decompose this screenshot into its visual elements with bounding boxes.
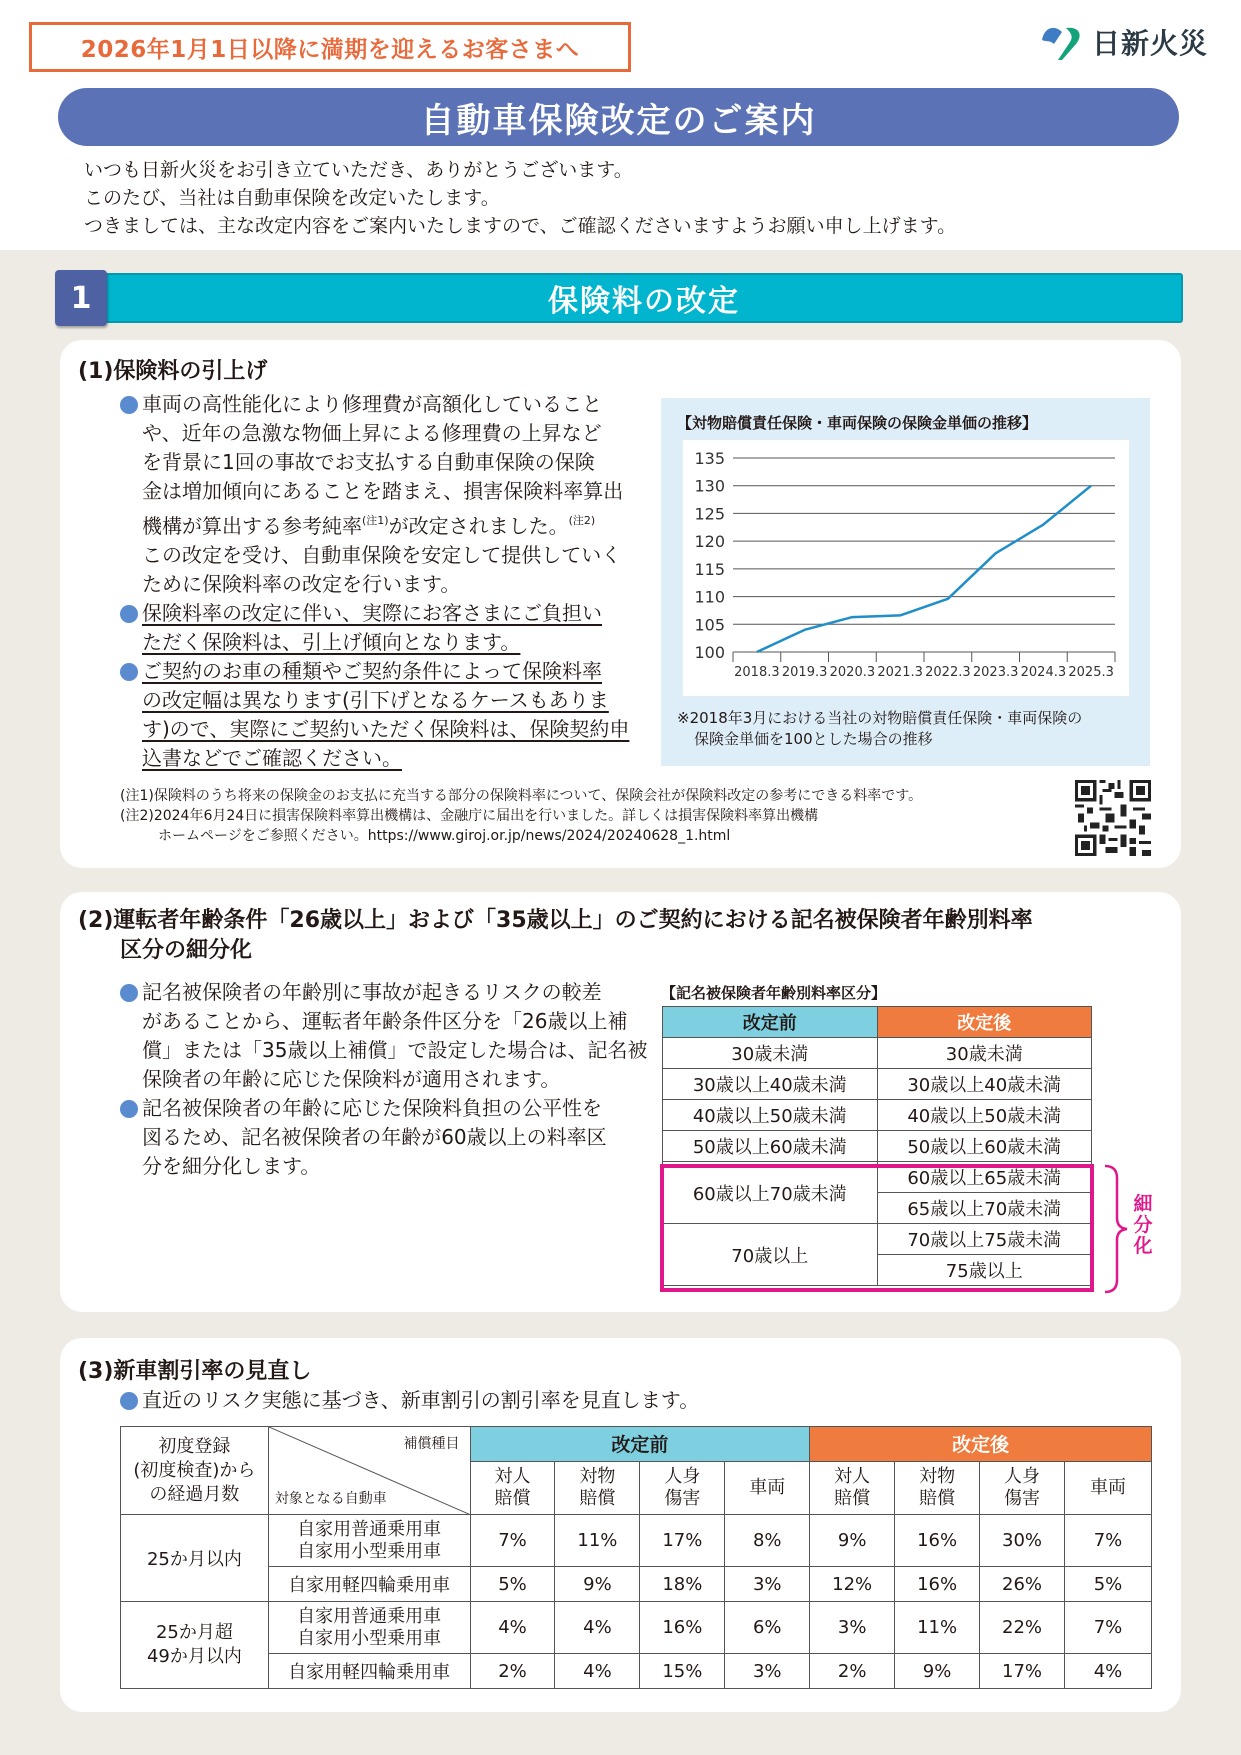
- bullet-dot-icon: [120, 605, 138, 623]
- table-row: [663, 1069, 1092, 1100]
- cell: 9%: [555, 1567, 640, 1602]
- text-line: 込書などでご確認ください。: [142, 746, 402, 770]
- text-line: [142, 506, 660, 541]
- cell: 26%: [980, 1567, 1065, 1602]
- cell: 30歳未満: [663, 1038, 878, 1069]
- text-line: ご契約のお車の種類やご契約条件によって保険料率: [142, 659, 602, 683]
- text-line: 記名被保険者の年齢別に事故が起きるリスクの較差: [142, 980, 602, 1004]
- cell: 40歳以上50歳未満: [877, 1100, 1092, 1131]
- cell: 16%: [895, 1567, 980, 1602]
- premium-increase-card: [60, 340, 1181, 868]
- section-title: 保険料の改定: [105, 273, 1183, 323]
- text-line: ために保険料率の改定を行います。: [142, 572, 461, 596]
- cell: 40歳以上50歳未満: [663, 1100, 878, 1131]
- text-span: が改定されました。: [388, 514, 569, 538]
- section-header: [55, 270, 1183, 326]
- table-row: [121, 1602, 1152, 1654]
- table-row: [663, 1131, 1092, 1162]
- cell: 4%: [1064, 1654, 1151, 1689]
- svg-text:2021.3: 2021.3: [877, 665, 923, 680]
- cell: 75歳以上: [877, 1255, 1092, 1286]
- note-ref: (注2): [568, 514, 596, 527]
- cell: 60歳以上65歳未満: [877, 1162, 1092, 1193]
- line-chart: [683, 440, 1129, 696]
- cell: 17%: [980, 1654, 1065, 1689]
- text-span: 機構が算出する参考純率: [142, 514, 362, 538]
- text-line: 初度登録: [158, 1435, 231, 1457]
- table-row: [663, 1100, 1092, 1131]
- cell: 70歳以上75歳未満: [877, 1224, 1092, 1255]
- section-number: 1: [55, 270, 107, 326]
- svg-text:2025.3: 2025.3: [1068, 665, 1114, 680]
- text-line: この改定を受け、自動車保険を安定して提供していく: [142, 543, 622, 567]
- vehicle-cell: 自家用普通乗用車 自家用小型乗用車: [268, 1515, 470, 1567]
- diagonal-header: [268, 1427, 470, 1515]
- cell: 11%: [555, 1515, 640, 1567]
- subsection-title: [78, 906, 1033, 966]
- table-row: [663, 1038, 1092, 1069]
- cell: 2%: [810, 1654, 895, 1689]
- text-line: や、近年の急激な物価上昇による修理費の上昇など: [142, 421, 602, 445]
- age-bullets: [120, 978, 660, 1181]
- footnote-2: (注2)2024年6月24日に損害保険料率算出機構は、金融庁に届出を行いました。詳しくは損害保険料率算出機構: [120, 808, 819, 824]
- header-after: 改定後: [877, 1007, 1092, 1038]
- coverage-col: 人身 傷害: [980, 1461, 1065, 1514]
- intro-line: このたび、当社は自動車保険を改定いたします。: [84, 187, 500, 209]
- new-car-discount-card: [60, 1338, 1181, 1712]
- svg-text:120: 120: [694, 532, 725, 552]
- svg-text:2024.3: 2024.3: [1020, 665, 1067, 680]
- cell: 50歳以上60歳未満: [663, 1131, 878, 1162]
- cell: 3%: [725, 1567, 810, 1602]
- svg-text:2022.3: 2022.3: [925, 665, 971, 680]
- coverage-col: 車両: [1064, 1461, 1151, 1514]
- cell: 8%: [725, 1515, 810, 1567]
- cell: 7%: [1064, 1515, 1151, 1567]
- text-line: 車両の高性能化により修理費が高額化していること: [142, 392, 602, 416]
- coverage-col: 対人 賠償: [470, 1461, 555, 1514]
- text-line: があることから、運転者年齢条件区分を「26歳以上補: [142, 1009, 628, 1033]
- cell: 4%: [555, 1602, 640, 1654]
- company-logo: [1040, 22, 1208, 62]
- text-line: 保険料率の改定に伴い、実際にお客さまにご負担い: [142, 601, 602, 625]
- text-line: (初度検査)から: [133, 1459, 256, 1481]
- intro-line: つきましては、主な改定内容をご案内いたしますので、ご確認くださいますようお願い申し上げます。: [84, 215, 957, 237]
- cell: 50歳以上60歳未満: [877, 1131, 1092, 1162]
- text-line: 金は増加傾向にあることを踏まえ、損害保険料率算出: [142, 479, 624, 503]
- coverage-col: 人身 傷害: [640, 1461, 725, 1514]
- qr-code-icon[interactable]: [1075, 780, 1151, 856]
- header-before: 改定前: [663, 1007, 878, 1038]
- cell: 2%: [470, 1654, 555, 1689]
- cell: 65歳以上70歳未満: [877, 1193, 1092, 1224]
- target-vehicle-label: 対象となる自動車: [274, 1491, 387, 1507]
- cell: 9%: [895, 1654, 980, 1689]
- discount-bullets: [120, 1386, 699, 1415]
- svg-text:2020.3: 2020.3: [829, 665, 876, 680]
- coverage-type-label: 補償種目: [403, 1436, 460, 1452]
- coverage-col: 対人 賠償: [810, 1461, 895, 1514]
- cell: 5%: [1064, 1567, 1151, 1602]
- bullet-item: [120, 978, 660, 1094]
- age-table-title: 【記名被保険者年齢別料率区分】: [661, 984, 887, 1002]
- table-row: [663, 1224, 1092, 1255]
- bullet-item: [120, 1386, 699, 1415]
- bullet-dot-icon: [120, 984, 138, 1002]
- title-line: 区分の細分化: [120, 938, 253, 963]
- cell: 16%: [640, 1602, 725, 1654]
- bullet-item: [120, 657, 660, 773]
- cell: 4%: [555, 1654, 640, 1689]
- svg-text:130: 130: [694, 476, 725, 496]
- cell: 60歳以上70歳未満: [663, 1162, 878, 1224]
- svg-text:2019.3: 2019.3: [781, 665, 828, 680]
- subsection-title: (1)保険料の引上げ: [78, 359, 268, 384]
- bullet-dot-icon: [120, 1392, 138, 1410]
- cell: 5%: [470, 1567, 555, 1602]
- cell: 12%: [810, 1567, 895, 1602]
- footnotes: [120, 786, 922, 846]
- text-line: す)ので、実際にご契約いただく保険料は、保険契約申: [142, 717, 630, 741]
- table-row: [121, 1515, 1152, 1567]
- age-class-table: [662, 1006, 1092, 1286]
- premium-bullets: [120, 390, 660, 773]
- svg-text:115: 115: [694, 559, 725, 579]
- coverage-col: 車両: [725, 1461, 810, 1514]
- chart-plot-area: [683, 440, 1129, 696]
- vehicle-cell: 自家用軽四輪乗用車: [268, 1567, 470, 1602]
- svg-text:105: 105: [694, 615, 725, 635]
- page-title: 自動車保険改定のご案内: [58, 88, 1179, 146]
- text-line: ※2018年3月における当社の対物賠償責任保険・車両保険の: [677, 709, 1083, 727]
- footnote-1: (注1)保険料のうち将来の保険金のお支払に充当する部分の保険料率について、保険会社が保険料改定の参考にできる料率です。: [120, 788, 923, 804]
- coverage-col: 対物 賠償: [895, 1461, 980, 1514]
- cell: 30歳以上40歳未満: [663, 1069, 878, 1100]
- brace-icon: [1103, 1164, 1133, 1294]
- table-row: [121, 1654, 1152, 1689]
- bullet-dot-icon: [120, 396, 138, 414]
- footnote-2-link[interactable]: ホームページをご参照ください。https://www.giroj.or.jp/news/2024/20240628_1.html: [158, 828, 731, 844]
- intro-text: [84, 156, 956, 240]
- text-line: の経過月数: [149, 1483, 240, 1505]
- vehicle-cell: 自家用軽四輪乗用車: [268, 1654, 470, 1689]
- text-line: ただく保険料は、引上げ傾向となります。: [142, 630, 521, 654]
- title-line: (2)運転者年齢条件「26歳以上」および「35歳以上」のご契約における記名被保険者年齢別料率: [78, 908, 1033, 933]
- cell: 11%: [895, 1602, 980, 1654]
- coverage-col: 対物 賠償: [555, 1461, 640, 1514]
- cell: 30%: [980, 1515, 1065, 1567]
- cell: 4%: [470, 1602, 555, 1654]
- svg-text:2018.3: 2018.3: [734, 665, 780, 680]
- cell: 30歳未満: [877, 1038, 1092, 1069]
- svg-text:110: 110: [694, 587, 725, 607]
- svg-text:2023.3: 2023.3: [972, 665, 1019, 680]
- svg-text:135: 135: [694, 449, 725, 468]
- chart-title: 【対物賠償責任保険・車両保険の保険金単価の推移】: [677, 414, 1038, 432]
- text-line: 記名被保険者の年齢に応じた保険料負担の公平性を: [142, 1096, 602, 1120]
- cell: 70歳以上: [663, 1224, 878, 1286]
- text-line: 償」または「35歳以上補償」で設定した場合は、記名被: [142, 1038, 648, 1062]
- note-ref: (注1): [362, 514, 389, 527]
- period-cell: 25か月超 49か月以内: [121, 1602, 269, 1689]
- cell: 3%: [725, 1654, 810, 1689]
- bullet-dot-icon: [120, 663, 138, 681]
- cell: 30歳以上40歳未満: [877, 1069, 1092, 1100]
- text-line: を背景に1回の事故でお支払する自動車保険の保険: [142, 450, 595, 474]
- logo-text: 日新火災: [1092, 27, 1209, 60]
- header-before: 改定前: [470, 1427, 810, 1462]
- text-line: の改定幅は異なります(引下げとなるケースもありま: [142, 688, 609, 712]
- svg-text:100: 100: [694, 643, 725, 662]
- split-label: 細分化: [1133, 1193, 1153, 1257]
- cell: 17%: [640, 1515, 725, 1567]
- text-line: 保険者の年齢に応じた保険料が適用されます。: [142, 1067, 561, 1091]
- cell: 7%: [1064, 1602, 1151, 1654]
- bullet-item: [120, 599, 660, 657]
- bullet-dot-icon: [120, 1100, 138, 1118]
- table-row: [121, 1567, 1152, 1602]
- cell: 3%: [810, 1602, 895, 1654]
- cell: 7%: [470, 1515, 555, 1567]
- cell: 9%: [810, 1515, 895, 1567]
- intro-line: いつも日新火災をお引き立ていただき、ありがとうございます。: [84, 159, 633, 181]
- text-line: 直近のリスク実態に基づき、新車割引の割引率を見直します。: [142, 1388, 700, 1412]
- bullet-item: [120, 390, 660, 599]
- claim-cost-chart: [661, 398, 1150, 766]
- chart-footnote: [677, 708, 1082, 750]
- text-line: 図るため、記名被保険者の年齢が60歳以上の料率区: [142, 1125, 607, 1149]
- cell: 16%: [895, 1515, 980, 1567]
- discount-table: [120, 1426, 1152, 1689]
- svg-text:125: 125: [694, 504, 725, 524]
- logo-mark-icon: [1040, 22, 1086, 62]
- vehicle-cell: 自家用普通乗用車 自家用小型乗用車: [268, 1602, 470, 1654]
- table-row: [663, 1162, 1092, 1193]
- bullet-item: [120, 1094, 660, 1181]
- elapsed-months-header: [121, 1427, 269, 1515]
- subsection-title: (3)新車割引率の見直し: [78, 1359, 312, 1384]
- header-after: 改定後: [810, 1427, 1152, 1462]
- cell: 15%: [640, 1654, 725, 1689]
- target-audience-banner: 2026年1月1日以降に満期を迎えるお客さまへ: [29, 22, 631, 72]
- cell: 22%: [980, 1602, 1065, 1654]
- text-line: 分を細分化します。: [142, 1154, 321, 1178]
- cell: 18%: [640, 1567, 725, 1602]
- cell: 6%: [725, 1602, 810, 1654]
- age-class-card: [60, 892, 1181, 1312]
- period-cell: 25か月以内: [121, 1515, 269, 1602]
- text-line: 保険金単価を100とした場合の推移: [694, 730, 933, 748]
